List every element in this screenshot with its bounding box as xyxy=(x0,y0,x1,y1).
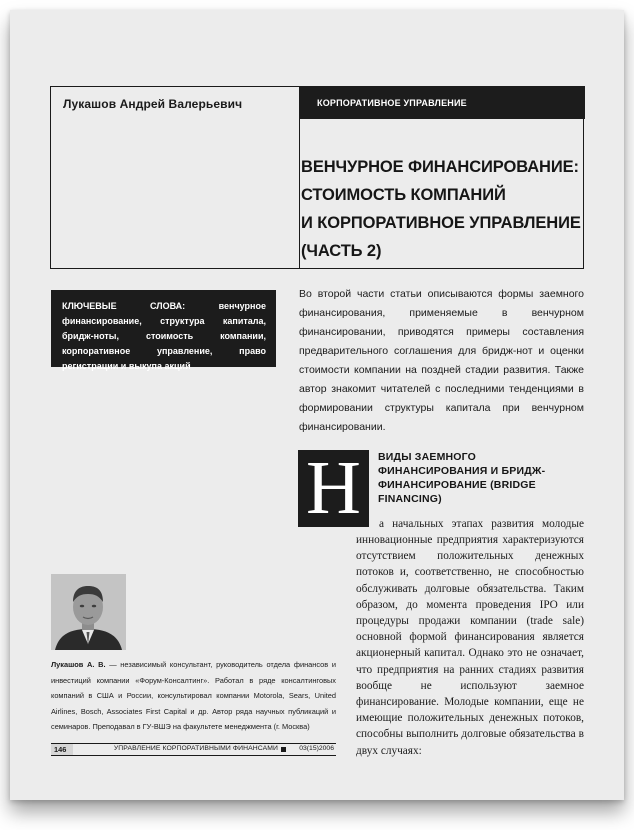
keywords-box: КЛЮЧЕВЫЕ СЛОВА: венчурное финансирование, структура капитала, бридж-ноты, стоимость компании, корпоративное управление, право регистрации и выкупа акций xyxy=(51,290,276,367)
body-first-line: а начальных этапах развития молодые xyxy=(379,518,584,530)
author-portrait-icon xyxy=(51,574,126,650)
issue-number: 03(15)2006 xyxy=(299,745,334,752)
drop-cap: Н xyxy=(298,450,369,527)
article-title: ВЕНЧУРНОЕ ФИНАНСИРОВАНИЕ: СТОИМОСТЬ КОМПАНИЙ И КОРПОРАТИВНОЕ УПРАВЛЕНИЕ (ЧАСТЬ 2) xyxy=(301,158,581,260)
rubric-bar xyxy=(299,86,585,119)
journal-name: УПРАВЛЕНИЕ КОРПОРАТИВНЫМИ ФИНАНСАМИ xyxy=(113,745,278,752)
author-bio xyxy=(51,657,336,735)
section-heading: ВИДЫ ЗАЕМНОГО ФИНАНСИРОВАНИЯ И БРИДЖ-ФИНАНСИРОВАНИЕ (BRIDGE FINANCING) xyxy=(378,451,546,505)
author-name: Лукашов Андрей Валерьевич xyxy=(63,97,243,111)
body-text: инновационные предприятия характеризуются отсутствием положительных денежных потоков и, соответственно, не способностью обслуживать долговые обязательства. Таким образом, до момента проведения IPO или процедуры продажи компании (trade sale) основной формой финансирования является акционерный капитал. Однако это не означает, что предприятия на ранних стадиях развития вообще не используют заемное финансирование. Молодые компании, еще не имеющие положительных денежных потоков, способны выполнить долговые обязательства в двух случаях: xyxy=(356,534,584,757)
header-divider xyxy=(299,119,300,269)
page-footer xyxy=(51,743,336,756)
author-photo xyxy=(51,574,126,650)
article-header xyxy=(50,86,584,269)
article-abstract: Во второй части статьи описываются формы заемного финансирования, применяемые в венчурном финансировании, приводятся примеры составления предварительного соглашения для бридж-нот и оценки стоимости компании на поздней стадии развития. Также автор знакомит читателей с последними тенденциями в формировании структуры капитала при венчурном финансировании. xyxy=(299,288,584,433)
rubric-label: КОРПОРАТИВНОЕ УПРАВЛЕНИЕ xyxy=(317,97,467,108)
author-bio-text: — независимый консультант, руководитель отдела финансов и инвестиций компании «Форум-Консалтинг». Работал в ряде консалтинговых компаний в США и России, консультировал компании Motorola, Sears, United Airlines, Bosch, Associates First Capital и др. Автор ряда научных публикаций и семинаров. Преподавал в ГУ-ВШЭ на факультете менеджмента (г. Москва) xyxy=(51,660,336,731)
page-number: 146 xyxy=(51,744,73,755)
author-bio-name: Лукашов А. В. xyxy=(51,660,106,669)
journal-page xyxy=(10,10,624,800)
footer-square-icon xyxy=(281,747,286,752)
